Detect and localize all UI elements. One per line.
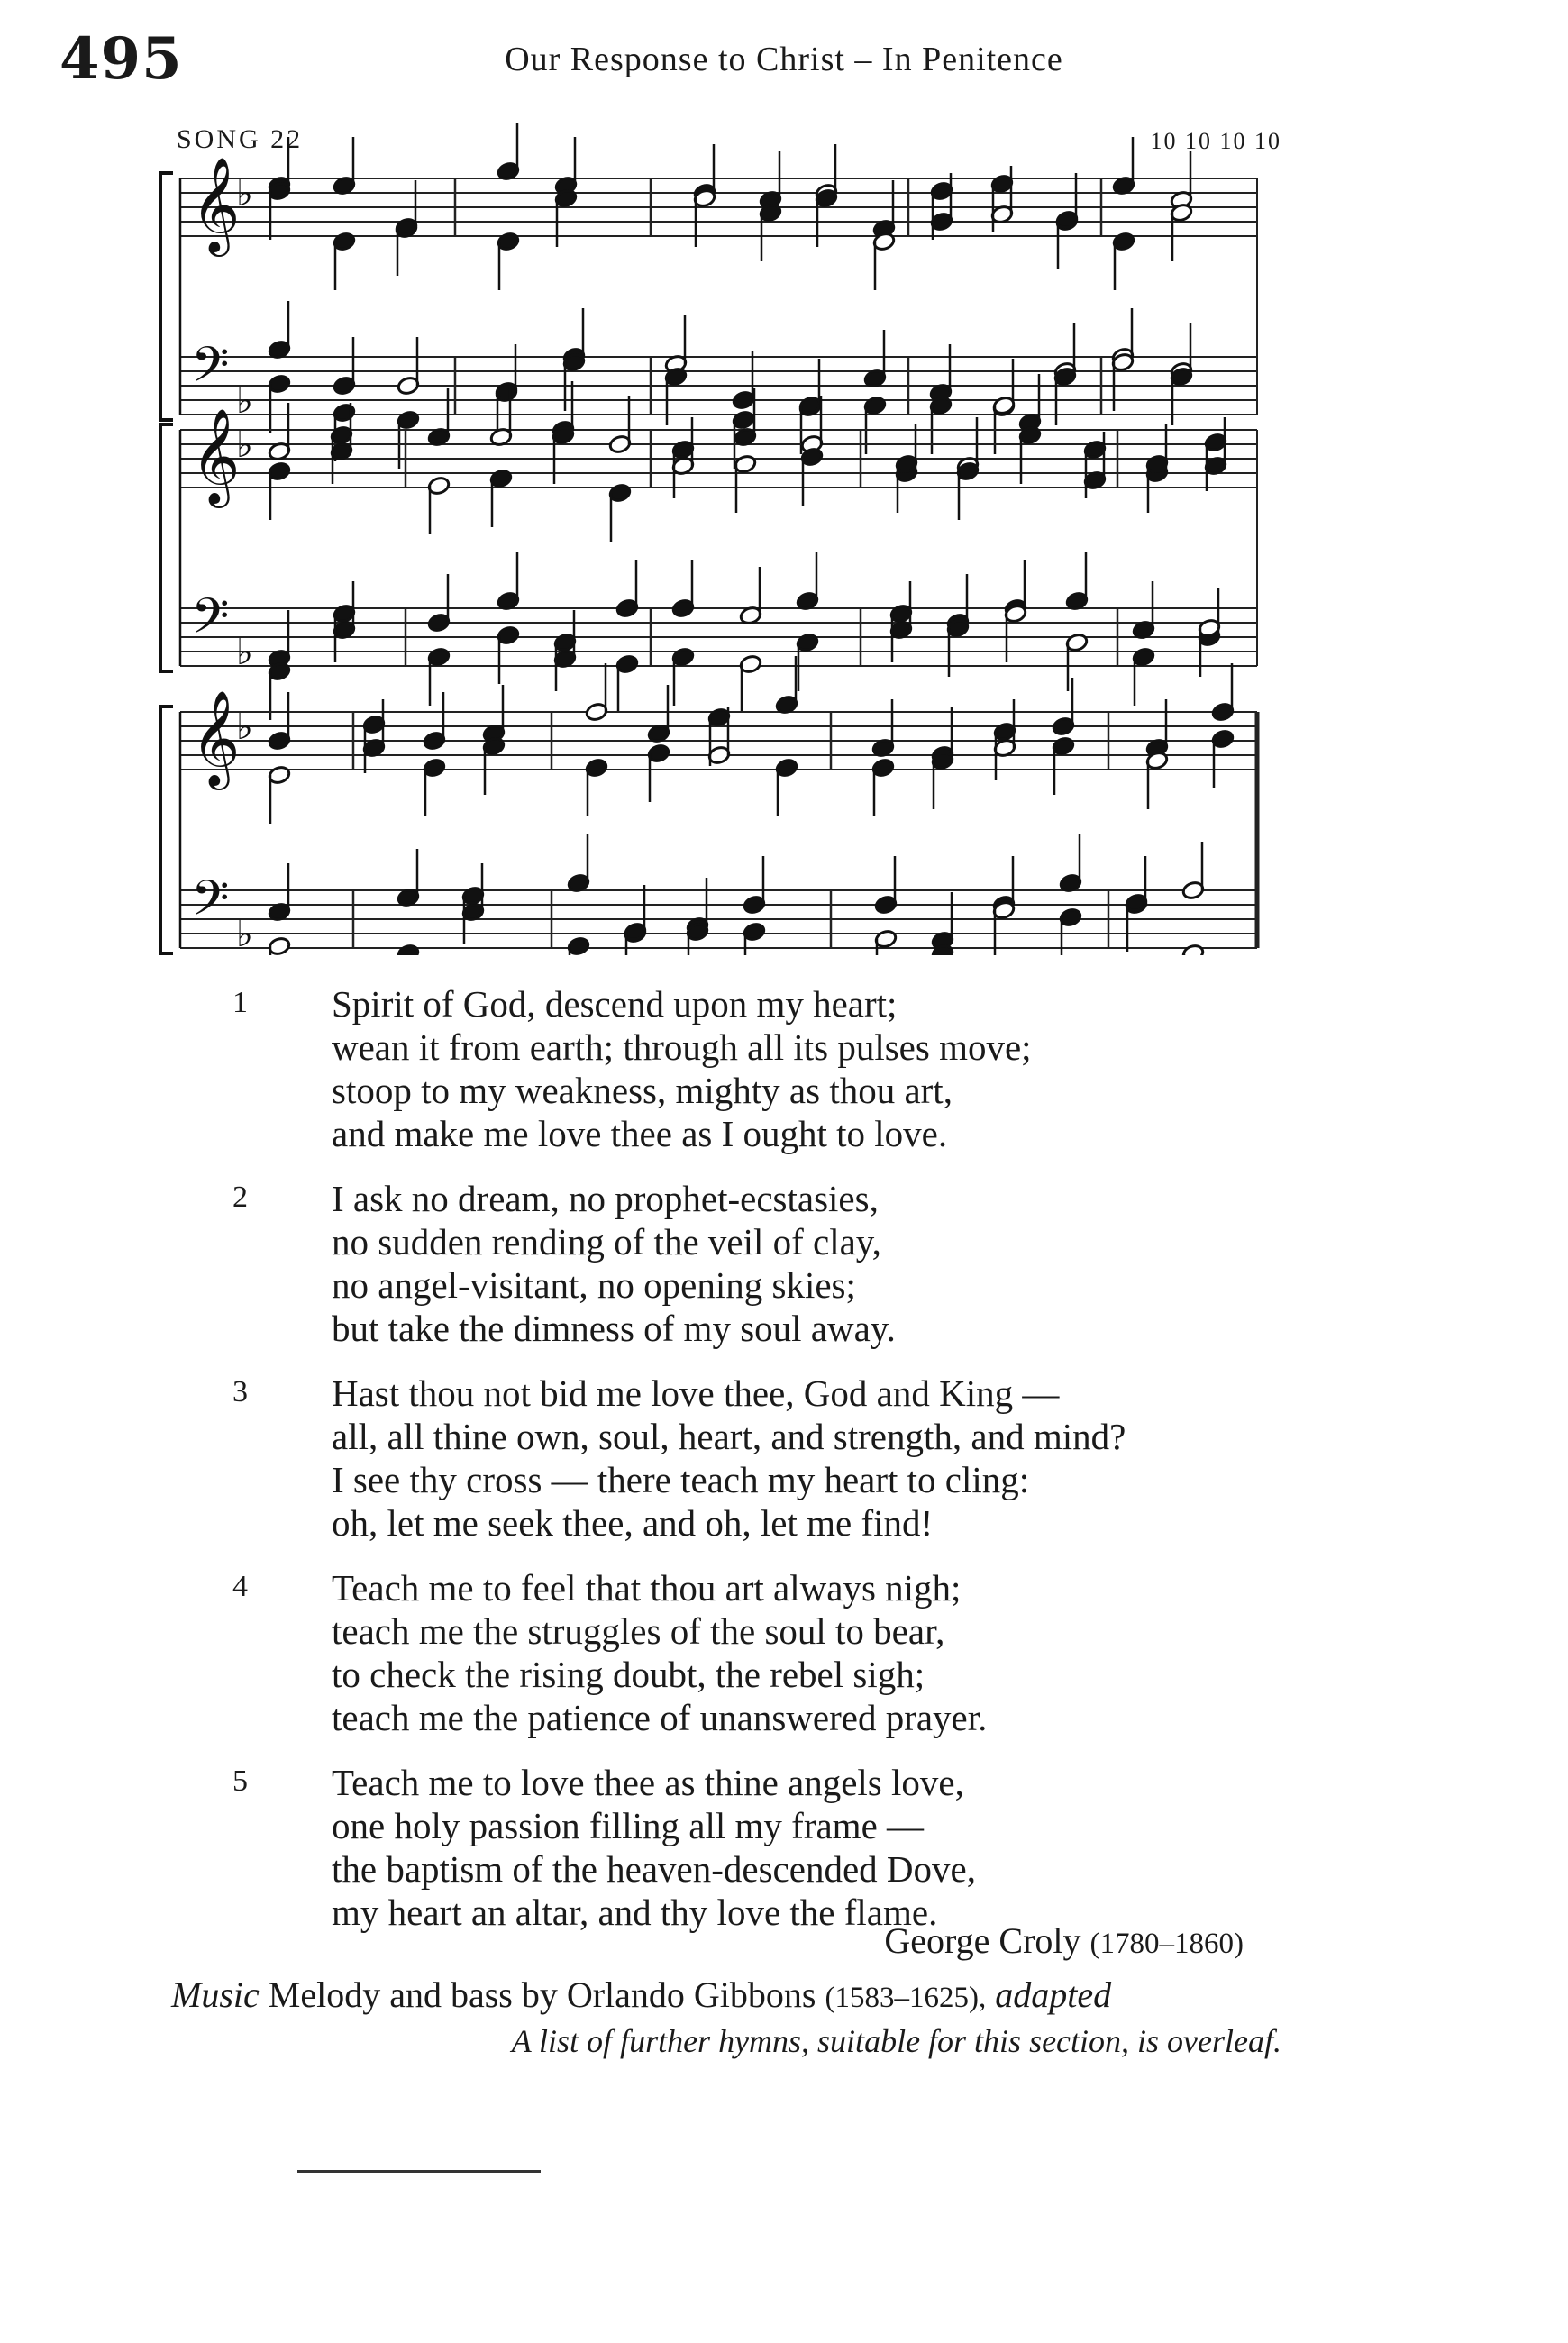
verse-line: all, all thine own, soul, heart, and strength, and mind? — [332, 1416, 1126, 1457]
music-system — [160, 656, 1257, 955]
verse-line: one holy passion filling all my frame — — [332, 1805, 925, 1846]
verse-line: no sudden rending of the veil of clay, — [332, 1221, 881, 1263]
bass-clef-icon: 𝄢 — [191, 870, 230, 939]
flat-icon: ♭ — [236, 380, 253, 422]
bass-clef-icon: 𝄢 — [191, 588, 230, 657]
music-system — [160, 374, 1257, 720]
verse-4 — [232, 1566, 1314, 1739]
running-head: Our Response to Christ – In Penitence — [505, 41, 1063, 78]
treble-staff — [180, 123, 1257, 290]
verse-line: no angel-visitant, no opening skies; — [332, 1264, 856, 1306]
treble-clef-icon: 𝄞 — [191, 156, 241, 252]
verse-line: teach me the patience of unanswered prayer. — [332, 1697, 988, 1738]
verse-line: Hast thou not bid me love thee, God and King — — [332, 1372, 1060, 1414]
further-hymns-note: A list of further hymns, suitable for this section, is overleaf. — [511, 2023, 1281, 2059]
verse-number: 2 — [232, 1181, 248, 1214]
verse-1 — [232, 982, 1314, 1155]
score-systems — [160, 123, 1257, 955]
flat-icon: ♭ — [236, 173, 253, 214]
verse-line: Teach me to feel that thou art always nigh; — [332, 1567, 962, 1609]
music-score — [0, 0, 1568, 955]
verse-number: 3 — [232, 1375, 248, 1409]
verse-3 — [232, 1372, 1314, 1545]
verse-number: 1 — [232, 986, 248, 1019]
music-credit — [171, 1974, 1111, 2016]
treble-staff — [180, 656, 1257, 824]
music-text: Melody and bass by Orlando Gibbons — [268, 1974, 816, 2015]
music-adapted: adapted — [995, 1974, 1112, 2015]
treble-clef-icon: 𝄞 — [191, 689, 241, 786]
music-label: Music — [171, 1974, 260, 2015]
footer-rule — [297, 2170, 541, 2173]
hymn-number: 495 — [59, 25, 183, 93]
tune-meter: 10 10 10 10 — [1150, 128, 1281, 154]
verse-line: wean it from earth; through all its pulses move; — [332, 1026, 1032, 1068]
system-bracket — [160, 424, 173, 671]
author-credit — [884, 1919, 1244, 1962]
music-system — [160, 123, 1257, 469]
flat-icon: ♭ — [236, 424, 253, 466]
verse-line: Teach me to love thee as thine angels love, — [332, 1762, 964, 1803]
flat-icon: ♭ — [236, 914, 253, 955]
verse-2 — [232, 1177, 1314, 1350]
verse-line: to check the rising doubt, the rebel sigh; — [332, 1654, 925, 1695]
system-bracket — [160, 707, 173, 953]
bass-clef-icon: 𝄢 — [191, 336, 230, 406]
verse-line: the baptism of the heaven-descended Dove, — [332, 1848, 976, 1890]
treble-staff — [180, 374, 1257, 542]
author-dates: (1780–1860) — [1089, 1928, 1244, 1960]
treble-clef-icon: 𝄞 — [191, 407, 241, 504]
verse-number: 4 — [232, 1570, 248, 1603]
bass-staff — [180, 552, 1257, 720]
verse-line: but take the dimness of my soul away. — [332, 1308, 896, 1349]
author-name: George Croly — [884, 1920, 1081, 1961]
verse-line: I ask no dream, no prophet-ecstasies, — [332, 1178, 879, 1219]
bass-staff — [180, 834, 1257, 955]
system-bracket — [160, 173, 173, 420]
flat-icon: ♭ — [236, 632, 253, 673]
verse-line: teach me the struggles of the soul to bear, — [332, 1610, 945, 1652]
verse-line: and make me love thee as I ought to love. — [332, 1113, 948, 1154]
verse-line: I see thy cross — there teach my heart to cling: — [332, 1459, 1030, 1500]
flat-icon: ♭ — [236, 707, 253, 748]
verse-line: stoop to my weakness, mighty as thou art, — [332, 1070, 953, 1111]
music-dates: (1583–1625), — [825, 1982, 987, 2014]
verse-line: my heart an altar, and thy love the flame. — [332, 1892, 938, 1933]
verse-line: Spirit of God, descend upon my heart; — [332, 983, 898, 1025]
verse-5 — [232, 1761, 1314, 1934]
verses — [232, 982, 1314, 1956]
verse-line: oh, let me seek thee, and oh, let me find! — [332, 1502, 934, 1544]
verse-number: 5 — [232, 1764, 248, 1798]
tune-name: SONG 22 — [177, 124, 304, 154]
